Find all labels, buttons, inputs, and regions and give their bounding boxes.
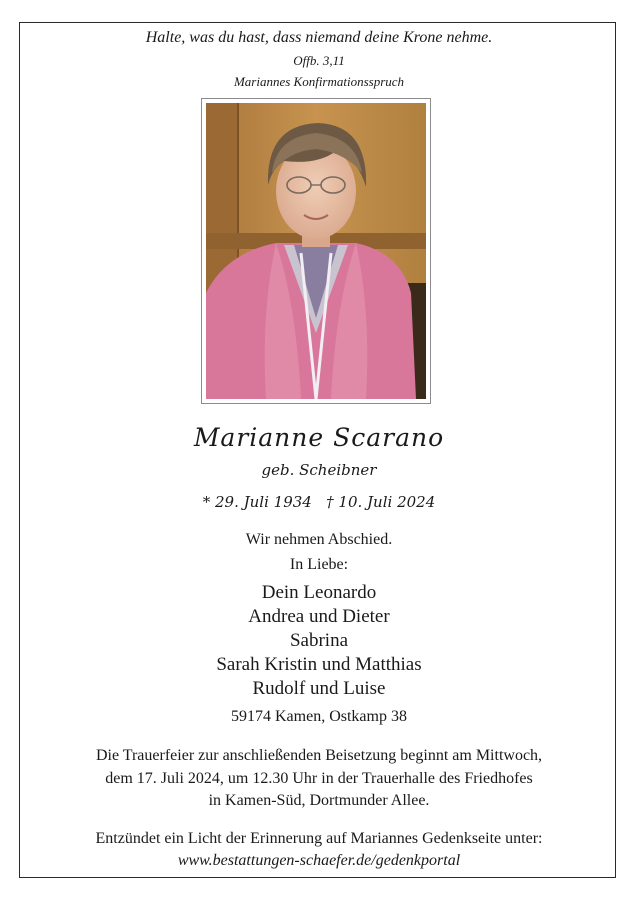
mourner-name: Sarah Kristin und Matthias xyxy=(216,654,422,675)
life-dates xyxy=(0,493,638,511)
bible-verse: Halte, was du hast, dass niemand deine Krone nehme. xyxy=(145,29,493,46)
maiden-name: geb. Scheibner xyxy=(261,461,377,479)
verse-reference: Offb. 3,11 xyxy=(293,53,345,68)
verse-note: Mariannes Konfirmationsspruch xyxy=(233,74,405,89)
service-line: Die Trauerfeier zur anschließenden Beisetzung beginnt am Mittwoch, xyxy=(95,747,543,764)
portrait-image xyxy=(206,103,426,399)
mourner-name: Andrea und Dieter xyxy=(248,606,390,627)
funeral-service-info xyxy=(0,745,638,813)
mourner-name: Rudolf und Luise xyxy=(252,678,386,699)
birth-date: * 29. Juli 1934 xyxy=(202,493,312,511)
portrait-photo xyxy=(201,98,431,404)
mourner-name: Dein Leonardo xyxy=(261,582,377,603)
service-line: dem 17. Juli 2024, um 12.30 Uhr in der Trauerhalle des Friedhofes xyxy=(105,769,533,787)
address: 59174 Kamen, Ostkamp 38 xyxy=(231,708,407,725)
farewell-text: Wir nehmen Abschied. xyxy=(245,531,393,548)
death-date: † 10. Juli 2024 xyxy=(326,493,436,511)
memorial-url-link[interactable]: www.bestattungen-schaefer.de/gedenkportal xyxy=(177,852,461,869)
memorial-call-to-action: Entzündet ein Licht der Erinnerung auf Mariannes Gedenkseite unter: xyxy=(95,830,543,847)
in-love-text: In Liebe: xyxy=(289,556,349,573)
deceased-name: Marianne Scarano xyxy=(193,423,445,452)
service-line: in Kamen-Süd, Dortmunder Allee. xyxy=(208,792,430,809)
mourner-name: Sabrina xyxy=(289,630,349,651)
mourner-list xyxy=(0,581,638,701)
